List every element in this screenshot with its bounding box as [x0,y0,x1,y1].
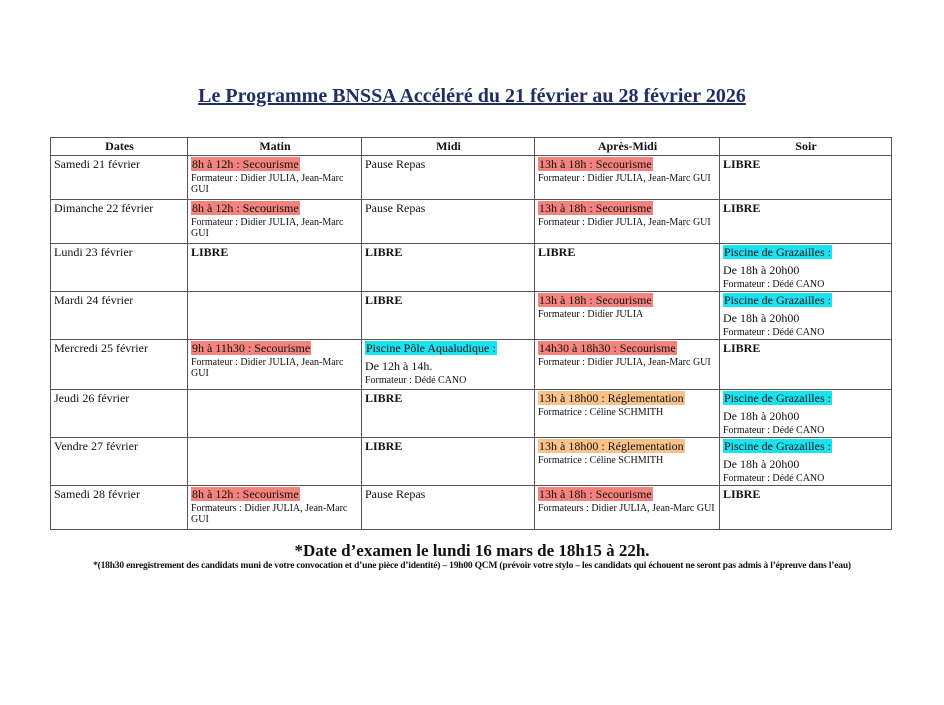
matin-cell [188,390,362,438]
time-text: De 18h à 20h00 [723,263,800,277]
date-cell: Jeudi 26 février [51,390,188,438]
trainer-text: Formateur : Didier JULIA, Jean-Marc GUI [538,217,711,228]
trainer-text: Formateur : Didier JULIA [538,309,644,320]
session-label: 13h à 18h : Secourisme [539,293,652,307]
matin-cell [188,486,362,530]
apres-midi-cell [535,438,720,486]
session-label: 8h à 12h : Secourisme [192,157,299,171]
trainer-text: Formateur : Dédé CANO [723,473,825,484]
session-label: Piscine de Grazailles : [724,245,831,259]
midi-cell: LIBRE [362,438,535,486]
session-label: 9h à 11h30 : Secourisme [192,341,311,355]
trainer-text: Formatrice : Céline SCHMITH [538,407,664,418]
header-matin: Matin [188,138,362,156]
trainer-text: Formateur : Didier JULIA, Jean-Marc GUI [191,217,344,239]
soir-cell: LIBRE [720,486,892,530]
header-apres-midi: Après-Midi [535,138,720,156]
header-midi: Midi [362,138,535,156]
date-cell: Vendre 27 février [51,438,188,486]
soir-cell [720,438,892,486]
date-cell: Samedi 28 février [51,486,188,530]
matin-cell [188,340,362,390]
page-title: Le Programme BNSSA Accéléré du 21 février au 28 février 2026 [198,85,746,107]
apres-midi-cell [535,340,720,390]
table-row [51,438,892,486]
date-cell: Lundi 23 février [51,244,188,292]
session-label: Piscine de Grazailles : [724,293,831,307]
session-label: Piscine Pôle Aqualudique : [366,341,496,355]
table-row [51,156,892,200]
session-label: 13h à 18h00 : Réglementation [539,439,684,453]
apres-midi-cell [535,292,720,340]
midi-cell: Pause Repas [362,486,535,530]
trainer-text: Formateur : Didier JULIA, Jean-Marc GUI [191,357,344,379]
table-row [51,244,892,292]
apres-midi-cell [535,156,720,200]
exam-date: *Date d’examen le lundi 16 mars de 18h15 à 22h. [294,541,650,560]
table-row [51,340,892,390]
session-label: 8h à 12h : Secourisme [192,487,299,501]
matin-cell [188,200,362,244]
soir-cell: LIBRE [720,200,892,244]
midi-cell: LIBRE [362,292,535,340]
midi-cell: Pause Repas [362,200,535,244]
date-cell: Samedi 21 février [51,156,188,200]
matin-cell [188,438,362,486]
session-label: Piscine de Grazailles : [724,391,831,405]
session-label: 13h à 18h : Secourisme [539,157,652,171]
midi-cell: Pause Repas [362,156,535,200]
date-cell: Mardi 24 février [51,292,188,340]
time-text: De 12h à 14h. [365,359,433,373]
midi-cell: LIBRE [362,390,535,438]
soir-cell: LIBRE [720,156,892,200]
session-label: 13h à 18h : Secourisme [539,201,652,215]
time-text: De 18h à 20h00 [723,311,800,325]
exam-note: *(18h30 enregistrement des candidats muni de votre convocation et d’une pièce d’identité) – 19h00 QCM (prévoir votre stylo – les candidats qui échouent ne seront pas admis à l’épreuve dans l’eau) [93,561,851,571]
date-cell: Mercredi 25 février [51,340,188,390]
schedule-table [50,137,892,530]
matin-cell: LIBRE [188,244,362,292]
trainer-text: Formateur : Dédé CANO [723,279,825,290]
table-row [51,390,892,438]
soir-cell [720,244,892,292]
session-label: 13h à 18h00 : Réglementation [539,391,684,405]
session-label: 14h30 à 18h30 : Secourisme [539,341,676,355]
time-text: De 18h à 20h00 [723,457,800,471]
apres-midi-cell [535,390,720,438]
soir-cell: LIBRE [720,340,892,390]
trainer-text: Formateur : Didier JULIA, Jean-Marc GUI [538,173,711,184]
time-text: De 18h à 20h00 [723,409,800,423]
trainer-text: Formatrice : Céline SCHMITH [538,455,664,466]
date-cell: Dimanche 22 février [51,200,188,244]
trainer-text: Formateur : Dédé CANO [365,375,467,386]
header-soir: Soir [720,138,892,156]
apres-midi-cell [535,486,720,530]
midi-cell [362,340,535,390]
table-row [51,292,892,340]
apres-midi-cell: LIBRE [535,244,720,292]
session-label: 8h à 12h : Secourisme [192,201,299,215]
matin-cell [188,292,362,340]
soir-cell [720,390,892,438]
trainer-text: Formateur : Dédé CANO [723,425,825,436]
trainer-text: Formateurs : Didier JULIA, Jean-Marc GUI [538,503,715,514]
trainer-text: Formateur : Didier JULIA, Jean-Marc GUI [191,173,344,195]
trainer-text: Formateur : Didier JULIA, Jean-Marc GUI [538,357,711,368]
table-row [51,200,892,244]
trainer-text: Formateur : Dédé CANO [723,327,825,338]
session-label: Piscine de Grazailles : [724,439,831,453]
session-label: 13h à 18h : Secourisme [539,487,652,501]
apres-midi-cell [535,200,720,244]
midi-cell: LIBRE [362,244,535,292]
matin-cell [188,156,362,200]
header-dates: Dates [51,138,188,156]
trainer-text: Formateurs : Didier JULIA, Jean-Marc GUI [191,503,348,525]
table-row [51,486,892,530]
soir-cell [720,292,892,340]
